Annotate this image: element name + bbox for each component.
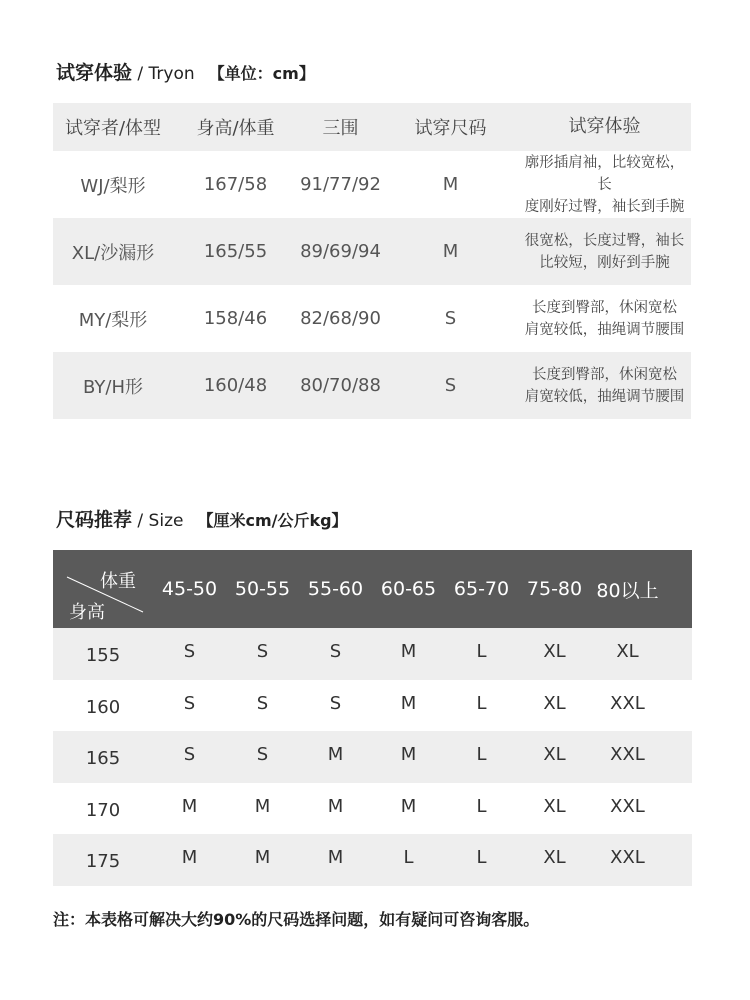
size-cell: S [183, 692, 196, 714]
tryon-size: M [442, 241, 459, 262]
size-cell: L [476, 692, 487, 714]
tryon-feel-line1: 长度到臀部，休闲宽松 [532, 299, 677, 316]
size-cell: M [400, 641, 417, 663]
size-cell: M [254, 847, 271, 869]
size-section-title [56, 505, 348, 532]
footnote: 注：本表格可解决大约90%的尺码选择问题，如有疑问可咨询客服。 [53, 910, 540, 929]
size-cell: M [181, 795, 198, 817]
size-cell: XXL [610, 692, 645, 714]
tryon-feel-line2: 肩宽较低，抽绳调节腰围 [524, 321, 685, 338]
weight-col-header: 55-60 [307, 578, 364, 600]
size-cell: S [256, 692, 269, 714]
weight-col-header: 65-70 [453, 578, 510, 600]
corner-height-label: 身高 [69, 602, 105, 623]
size-row [53, 680, 692, 732]
size-unit: 【厘米cm/公斤kg】 [197, 511, 348, 530]
tryon-header-row [53, 103, 691, 151]
size-cell: S [256, 744, 269, 766]
tryon-height-weight: 165/55 [203, 241, 268, 262]
size-cell: M [400, 795, 417, 817]
size-cell: M [400, 744, 417, 766]
tryon-row [53, 352, 691, 419]
tryon-header-person: 试穿者/体型 [64, 118, 162, 139]
size-cell: L [476, 795, 487, 817]
size-cell: S [183, 641, 196, 663]
size-row [53, 731, 692, 783]
size-cell: XXL [610, 795, 645, 817]
size-cell: M [327, 744, 344, 766]
corner-weight-label: 体重 [100, 571, 136, 592]
tryon-feel [518, 297, 691, 341]
tryon-feel-line2: 度刚好过臀，袖长到手腕 [524, 198, 685, 215]
tryon-feel-line1: 很宽松，长度过臀，袖长 [524, 232, 685, 249]
tryon-height-weight: 160/48 [203, 375, 268, 396]
weight-col-header: 45-50 [161, 578, 218, 600]
height-row-header: 155 [85, 645, 121, 667]
tryon-measurements: 89/69/94 [300, 241, 381, 262]
tryon-measurements: 91/77/92 [300, 174, 381, 195]
size-cell: L [403, 847, 414, 869]
tryon-height-weight: 167/58 [203, 174, 268, 195]
size-title-cn: 尺码推荐 [56, 509, 133, 531]
size-cell: XL [543, 847, 566, 869]
tryon-header-feel: 试穿体验 [568, 116, 641, 137]
tryon-header-measurements: 三围 [322, 118, 359, 139]
weight-col-header: 60-65 [380, 578, 437, 600]
tryon-title-en: / Tryon [132, 64, 195, 84]
size-table [53, 550, 692, 886]
size-header-row [53, 550, 692, 628]
weight-col-header: 80以上 [596, 579, 659, 602]
tryon-section-title [56, 58, 315, 85]
size-cell: XL [543, 744, 566, 766]
size-cell: M [181, 847, 198, 869]
size-cell: M [400, 692, 417, 714]
tryon-feel-line1: 廓形插肩袖，比较宽松，长 [524, 154, 685, 193]
size-cell: XL [543, 641, 566, 663]
tryon-person: BY/H形 [83, 376, 143, 398]
size-cell: L [476, 744, 487, 766]
size-row [53, 834, 692, 886]
tryon-size: S [444, 375, 457, 396]
size-title-en: / Size [132, 511, 184, 531]
size-cell: XL [616, 641, 639, 663]
height-row-header: 175 [85, 851, 121, 873]
tryon-header-hw: 身高/体重 [196, 118, 275, 139]
tryon-person: MY/梨形 [78, 309, 148, 331]
size-cell: S [256, 641, 269, 663]
tryon-title-cn: 试穿体验 [56, 62, 133, 84]
size-cell: XL [543, 795, 566, 817]
tryon-table [53, 103, 691, 419]
size-cell: XL [543, 692, 566, 714]
size-row [53, 628, 692, 680]
size-cell: XXL [610, 847, 645, 869]
size-cell: S [329, 692, 342, 714]
tryon-person: XL/沙漏形 [71, 242, 155, 264]
tryon-person: WJ/梨形 [80, 175, 146, 197]
height-row-header: 160 [85, 696, 121, 718]
weight-col-header: 50-55 [234, 578, 291, 600]
height-row-header: 165 [85, 748, 121, 770]
tryon-header-size: 试穿尺码 [414, 118, 487, 139]
tryon-measurements: 80/70/88 [300, 375, 381, 396]
tryon-height-weight: 158/46 [203, 308, 268, 329]
size-cell: S [329, 641, 342, 663]
height-row-header: 170 [85, 799, 121, 821]
tryon-size: S [444, 308, 457, 329]
tryon-row [53, 218, 691, 285]
tryon-feel [518, 230, 691, 274]
tryon-size: M [442, 174, 459, 195]
size-cell: M [327, 847, 344, 869]
size-cell: L [476, 641, 487, 663]
tryon-feel-line2: 比较短，刚好到手腕 [539, 254, 670, 271]
weight-col-header: 75-80 [526, 578, 583, 600]
size-cell: L [476, 847, 487, 869]
tryon-feel [518, 364, 691, 408]
size-corner-cell [53, 550, 153, 628]
tryon-measurements: 82/68/90 [300, 308, 381, 329]
tryon-feel [518, 152, 691, 218]
tryon-feel-line2: 肩宽较低，抽绳调节腰围 [524, 388, 685, 405]
tryon-row [53, 151, 691, 218]
size-cell: XXL [610, 744, 645, 766]
size-cell: M [254, 795, 271, 817]
tryon-row [53, 285, 691, 352]
size-row [53, 783, 692, 835]
tryon-unit: 【单位：cm】 [208, 64, 315, 83]
tryon-feel-line1: 长度到臀部，休闲宽松 [532, 366, 677, 383]
size-cell: M [327, 795, 344, 817]
size-cell: S [183, 744, 196, 766]
